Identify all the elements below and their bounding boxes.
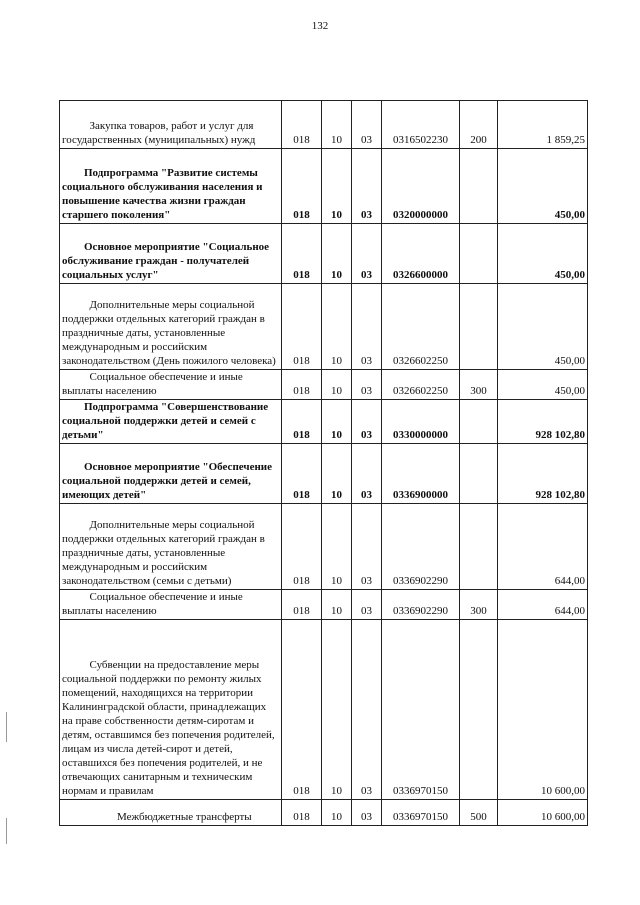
row-target: 0316502230 xyxy=(382,101,460,149)
row-ministry: 018 xyxy=(282,101,322,149)
row-section: 10 xyxy=(322,370,352,400)
row-amount: 450,00 xyxy=(498,284,588,370)
row-name: Основное мероприятие "Социальное обслуживание граждан - получателей социальных услуг" xyxy=(60,224,282,284)
row-amount: 10 600,00 xyxy=(498,620,588,800)
row-subsection: 03 xyxy=(352,370,382,400)
table-row xyxy=(60,224,588,284)
budget-table xyxy=(59,100,588,826)
row-target: 0336902290 xyxy=(382,504,460,590)
row-subsection: 03 xyxy=(352,800,382,826)
row-type xyxy=(460,504,498,590)
row-section: 10 xyxy=(322,590,352,620)
row-amount: 450,00 xyxy=(498,370,588,400)
row-type xyxy=(460,224,498,284)
row-amount: 928 102,80 xyxy=(498,444,588,504)
row-target: 0336902290 xyxy=(382,590,460,620)
row-section: 10 xyxy=(322,284,352,370)
scan-margin-mark xyxy=(6,712,7,742)
row-ministry: 018 xyxy=(282,504,322,590)
table-row xyxy=(60,504,588,590)
row-subsection: 03 xyxy=(352,400,382,444)
row-ministry: 018 xyxy=(282,224,322,284)
row-type xyxy=(460,149,498,224)
table-row xyxy=(60,400,588,444)
row-type xyxy=(460,620,498,800)
table-row xyxy=(60,800,588,826)
row-ministry: 018 xyxy=(282,284,322,370)
row-name: Социальное обеспечение и иные выплаты населению xyxy=(60,370,282,400)
row-subsection: 03 xyxy=(352,224,382,284)
row-target: 0336900000 xyxy=(382,444,460,504)
row-type xyxy=(460,400,498,444)
row-section: 10 xyxy=(322,149,352,224)
row-type: 300 xyxy=(460,590,498,620)
row-amount: 928 102,80 xyxy=(498,400,588,444)
row-section: 10 xyxy=(322,101,352,149)
row-target: 0336970150 xyxy=(382,800,460,826)
row-name: Подпрограмма "Развитие системы социального обслуживания населения и повышение качества жизни граждан старшего поколения" xyxy=(60,149,282,224)
row-section: 10 xyxy=(322,224,352,284)
row-type: 200 xyxy=(460,101,498,149)
table-row xyxy=(60,590,588,620)
row-amount: 1 859,25 xyxy=(498,101,588,149)
row-ministry: 018 xyxy=(282,800,322,826)
row-target: 0326600000 xyxy=(382,224,460,284)
row-amount: 644,00 xyxy=(498,590,588,620)
row-section: 10 xyxy=(322,620,352,800)
table-row xyxy=(60,149,588,224)
row-subsection: 03 xyxy=(352,101,382,149)
table-row xyxy=(60,284,588,370)
row-type xyxy=(460,284,498,370)
row-type: 500 xyxy=(460,800,498,826)
row-amount: 644,00 xyxy=(498,504,588,590)
row-target: 0326602250 xyxy=(382,370,460,400)
row-section: 10 xyxy=(322,800,352,826)
row-name: Подпрограмма "Совершенствование социальной поддержки детей и семей с детьми" xyxy=(60,400,282,444)
row-section: 10 xyxy=(322,444,352,504)
row-ministry: 018 xyxy=(282,370,322,400)
row-section: 10 xyxy=(322,504,352,590)
row-ministry: 018 xyxy=(282,620,322,800)
table-row xyxy=(60,370,588,400)
page-number: 132 xyxy=(311,20,329,32)
row-name: Социальное обеспечение и иные выплаты населению xyxy=(60,590,282,620)
row-type: 300 xyxy=(460,370,498,400)
row-target: 0330000000 xyxy=(382,400,460,444)
row-subsection: 03 xyxy=(352,504,382,590)
row-section: 10 xyxy=(322,400,352,444)
row-amount: 450,00 xyxy=(498,224,588,284)
row-name: Дополнительные меры социальной поддержки отдельных категорий граждан в праздничные даты, установленные международным и российским законодательством (День пожилого человека) xyxy=(60,284,282,370)
row-type xyxy=(460,444,498,504)
row-ministry: 018 xyxy=(282,149,322,224)
row-name: Закупка товаров, работ и услуг для государственных (муниципальных) нужд xyxy=(60,101,282,149)
row-target: 0326602250 xyxy=(382,284,460,370)
row-subsection: 03 xyxy=(352,284,382,370)
scan-margin-mark xyxy=(6,818,7,844)
row-subsection: 03 xyxy=(352,590,382,620)
row-amount: 450,00 xyxy=(498,149,588,224)
row-ministry: 018 xyxy=(282,400,322,444)
row-amount: 10 600,00 xyxy=(498,800,588,826)
row-ministry: 018 xyxy=(282,590,322,620)
table-row xyxy=(60,444,588,504)
row-name: Дополнительные меры социальной поддержки отдельных категорий граждан в праздничные даты, установленные международным и российским законодательством (семьи с детьми) xyxy=(60,504,282,590)
row-name: Межбюджетные трансферты xyxy=(60,800,282,826)
row-subsection: 03 xyxy=(352,149,382,224)
row-subsection: 03 xyxy=(352,444,382,504)
row-target: 0320000000 xyxy=(382,149,460,224)
row-subsection: 03 xyxy=(352,620,382,800)
row-ministry: 018 xyxy=(282,444,322,504)
row-name: Субвенции на предоставление меры социальной поддержки по ремонту жилых помещений, находящихся на территории Калининградской области, принадлежащих на праве собственности детям-сиротам и детям, оставшимся без попечения родителей, лицам из числа детей-сирот и детей, оставшихся без попечения родителей, и не отвечающих санитарным и техническим нормам и правилам xyxy=(60,620,282,800)
table-row xyxy=(60,620,588,800)
row-target: 0336970150 xyxy=(382,620,460,800)
row-name: Основное мероприятие "Обеспечение социальной поддержки детей и семей, имеющих детей" xyxy=(60,444,282,504)
table-row xyxy=(60,101,588,149)
